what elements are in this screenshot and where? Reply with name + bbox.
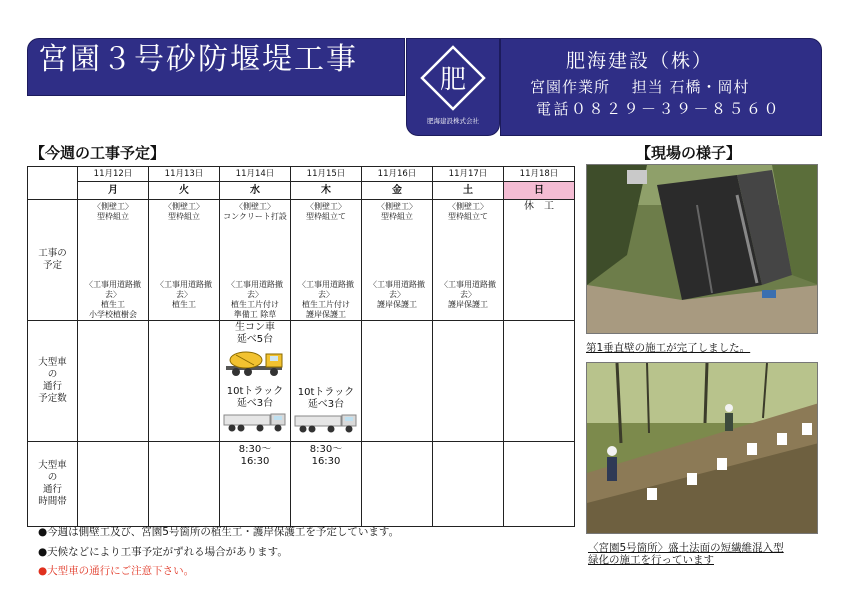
note-caution: ●大型車の通行にご注意下さい。 — [38, 565, 195, 577]
site-heading: 【現場の様子】 — [636, 144, 742, 162]
mixer-count: 生コン車 延べ5台 — [235, 322, 275, 345]
date-cell: 11月13日 — [149, 167, 220, 182]
site-photo-slope — [586, 362, 818, 534]
photo2-caption-line1: 〈宮園5号箇所〉盛土法面の短繊維混入型 — [588, 542, 784, 554]
work-cell — [291, 200, 362, 321]
time-range-wed: 8:30～ 16:30 — [238, 444, 272, 467]
photo1-caption: 第1垂直壁の施工が完了しました。 — [586, 342, 751, 354]
weekday-row — [28, 182, 575, 200]
vehicle-cell-thu — [291, 321, 362, 442]
work-bottom: 〈工事用道路撤去〉 植生工片付け 準備工 除草 — [227, 280, 283, 319]
work-top: 〈側壁工〉 型枠組立 — [377, 202, 417, 221]
truck-count-wed: 10tトラック 延べ3台 — [226, 386, 284, 409]
vehicle-cell — [362, 321, 433, 442]
date-cell: 11月14日 — [220, 167, 291, 182]
time-cell — [433, 442, 504, 527]
work-cell — [149, 200, 220, 321]
work-bottom: 〈工事用道路撤去〉 植生工 小学校植樹会 — [85, 280, 141, 319]
photo2-caption-line2: 緑化の施工を行っています — [588, 554, 714, 566]
corner-cell — [28, 167, 78, 200]
vehicle-count-row — [28, 321, 575, 442]
row-label-work — [28, 200, 78, 321]
row-label-vehicle-time — [28, 442, 78, 527]
date-cell: 11月12日 — [78, 167, 149, 182]
work-top: 〈側壁工〉 コンクリート打設 — [223, 202, 287, 221]
vehicle-time-row — [28, 442, 575, 527]
note-schedule: ●今週は側壁工及び、宮園5号箇所の植生工・護岸保護工を予定しています。 — [38, 526, 400, 538]
vehicle-cell-wed — [220, 321, 291, 442]
dump-truck-icon — [293, 412, 359, 434]
office-contact: 宮園作業所 担当 石橋・岡村 — [530, 78, 750, 96]
time-cell — [149, 442, 220, 527]
row-label-vehicle-count-text: 大型車 の 通行 予定数 — [38, 357, 67, 404]
weekday-cell: 木 — [291, 182, 362, 200]
work-bottom: 〈工事用道路撤去〉 植生工 — [156, 280, 212, 309]
work-top-holiday: 休 工 — [524, 201, 554, 212]
note-weather: ●天候などにより工事予定がずれる場合があります。 — [38, 546, 288, 558]
vehicle-cell — [78, 321, 149, 442]
time-range-thu: 8:30～ 16:30 — [309, 444, 343, 467]
work-cell — [78, 200, 149, 321]
phone-number: 電話０８２９－３９－８５６０ — [536, 100, 782, 118]
date-cell: 11月17日 — [433, 167, 504, 182]
time-cell — [504, 442, 575, 527]
work-bottom: 〈工事用道路撤去〉 植生工片付け 護岸保護工 — [298, 280, 354, 319]
time-cell — [362, 442, 433, 527]
weekday-cell-sunday: 日 — [504, 182, 575, 200]
weekday-cell: 月 — [78, 182, 149, 200]
work-cell — [433, 200, 504, 321]
weekday-cell: 金 — [362, 182, 433, 200]
mixer-truck-icon — [222, 348, 288, 378]
dump-truck-icon — [222, 411, 288, 433]
work-top: 〈側壁工〉 型枠組立 — [93, 202, 133, 221]
work-top: 〈側壁工〉 型枠組立 — [164, 202, 204, 221]
row-label-vehicle-time-text: 大型車 の 通行 時間帯 — [38, 460, 67, 507]
work-cell — [362, 200, 433, 321]
time-cell — [220, 442, 291, 527]
weekday-cell: 火 — [149, 182, 220, 200]
work-bottom: 〈工事用道路撤去〉 護岸保護工 — [440, 280, 496, 309]
schedule-table — [27, 166, 575, 527]
row-label-work-text: 工事の 予定 — [38, 248, 67, 271]
vehicle-cell — [149, 321, 220, 442]
date-row — [28, 167, 575, 182]
site-photo-wall — [586, 164, 818, 334]
logo-char: 肥 — [439, 65, 467, 95]
time-cell — [291, 442, 362, 527]
vehicle-cell — [433, 321, 504, 442]
date-cell: 11月18日 — [504, 167, 575, 182]
row-label-vehicle-count — [28, 321, 78, 442]
date-cell: 11月16日 — [362, 167, 433, 182]
weekday-cell: 土 — [433, 182, 504, 200]
work-cell — [220, 200, 291, 321]
time-cell — [78, 442, 149, 527]
weekday-cell: 水 — [220, 182, 291, 200]
work-top: 〈側壁工〉 型枠組立て — [448, 202, 488, 221]
logo-caption: 肥海建設株式会社 — [427, 117, 479, 125]
schedule-heading: 【今週の工事予定】 — [30, 144, 166, 162]
work-bottom: 〈工事用道路撤去〉 護岸保護工 — [369, 280, 425, 309]
vehicle-cell — [504, 321, 575, 442]
work-plan-row — [28, 200, 575, 321]
company-logo-icon — [418, 43, 488, 113]
truck-count-thu: 10tトラック 延べ3台 — [297, 387, 355, 410]
work-top: 〈側壁工〉 型枠組立て — [306, 202, 346, 221]
work-cell — [504, 200, 575, 321]
page-title: 宮園３号砂防堰堤工事 — [38, 42, 358, 77]
company-name: 肥海建設（株） — [566, 50, 714, 72]
date-cell: 11月15日 — [291, 167, 362, 182]
